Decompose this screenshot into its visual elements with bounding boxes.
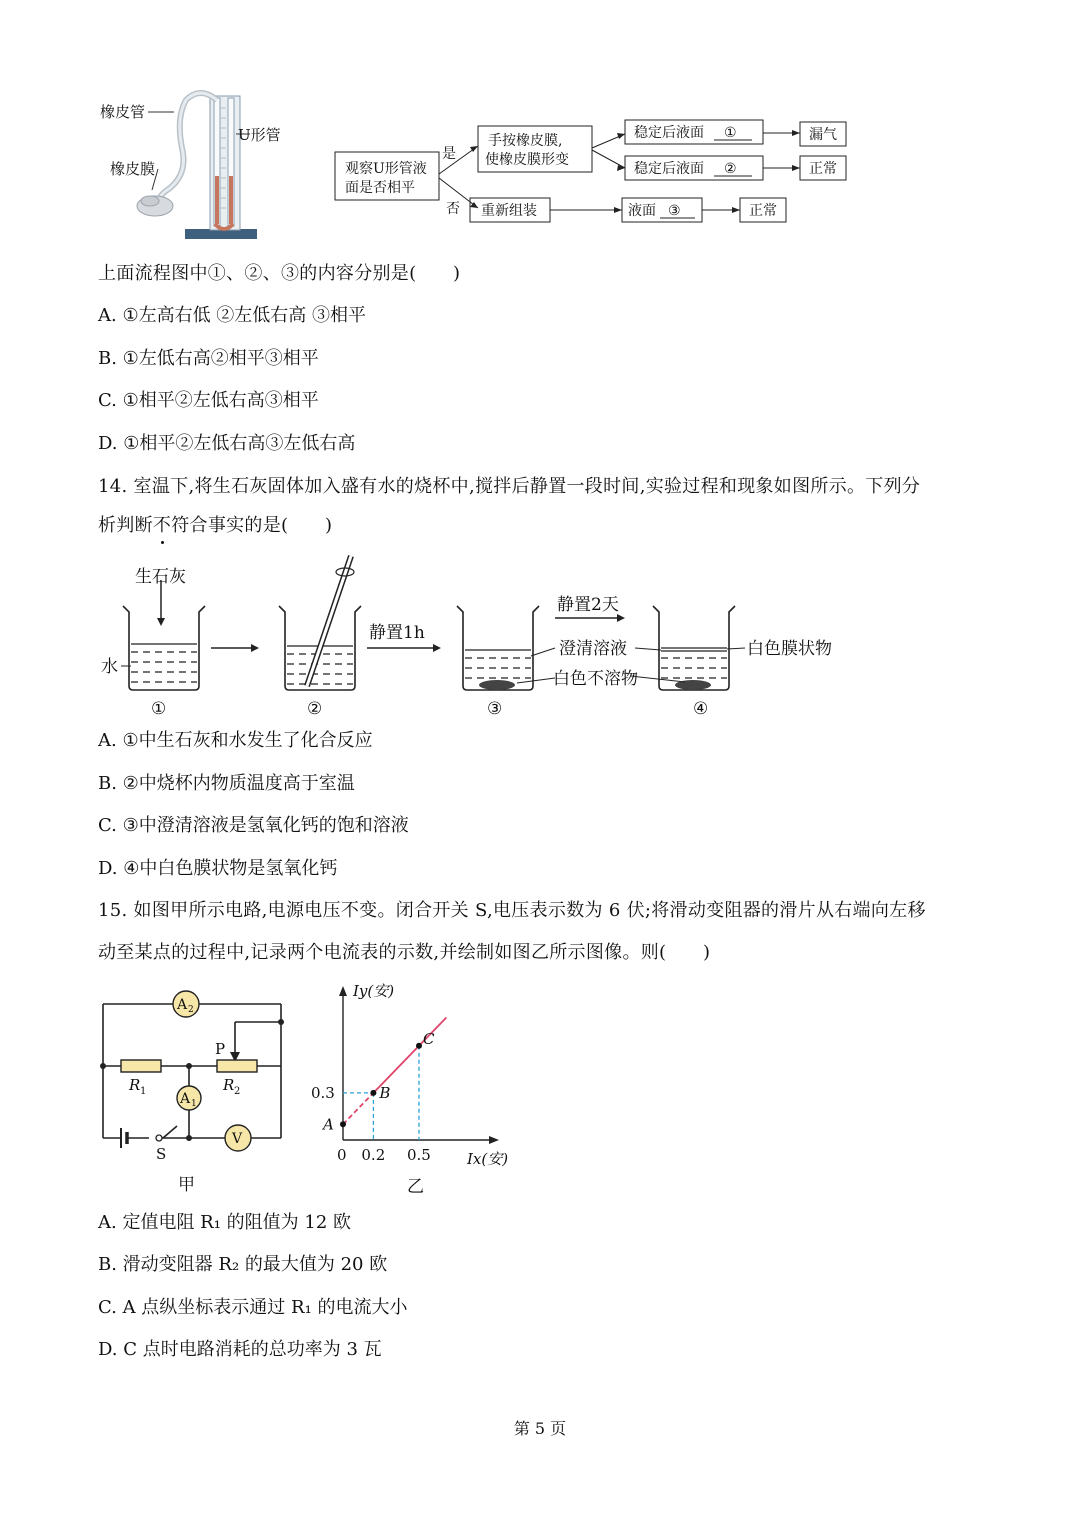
box-press-line1: 手按橡皮膜,: [488, 133, 563, 149]
q13-stem: 上面流程图中①、②、③的内容分别是( ): [98, 263, 461, 284]
label-rubber-tube: 橡皮管: [100, 103, 146, 121]
label-yes: 是: [442, 146, 456, 162]
y-tick-0.3: 0.3: [311, 1083, 335, 1102]
circuit-diagram: [95, 982, 305, 1198]
x-axis-label: Ix(安): [467, 1150, 509, 1168]
page-footer: 第 5 页: [513, 1419, 567, 1438]
q13-option-d: D. ①相平②左低右高③左低右高: [98, 433, 356, 454]
series-dashed-line: [343, 1093, 373, 1124]
point-a: [340, 1121, 346, 1127]
label-quicklime: 生石灰: [135, 567, 186, 587]
label-stand-1h: 静置1h: [369, 623, 425, 643]
q14-emphasis-not: 不: [152, 515, 172, 536]
graph-caption: 乙: [407, 1177, 424, 1197]
q13-option-b: B. ①左低右高②相平③相平: [98, 348, 319, 369]
sediment-3: [479, 680, 515, 690]
q15-option-b: B. 滑动变阻器 R₂ 的最大值为 20 欧: [98, 1254, 388, 1275]
box-level-text: 液面: [628, 203, 656, 219]
ammeter-a1-letter: A: [180, 1091, 191, 1107]
q14-stem-post: 符合事实的是( ): [171, 515, 333, 536]
q14-option-b: B. ②中烧杯内物质温度高于室温: [98, 773, 355, 794]
label-no: 否: [446, 201, 460, 217]
box-normal-1-text: 正常: [809, 161, 837, 177]
box-reassemble-text: 重新组装: [481, 203, 537, 219]
box-press-line2: 使橡皮膜形变: [485, 152, 569, 168]
q14-option-c: C. ③中澄清溶液是氢氧化钙的饱和溶液: [98, 815, 409, 836]
x-tick-0.5: 0.5: [407, 1146, 431, 1164]
series-solid-line: [373, 1018, 446, 1093]
label-water: 水: [101, 657, 118, 677]
beaker-number-4: ④: [693, 699, 709, 719]
point-c: [416, 1043, 422, 1049]
figure-13: [90, 88, 870, 248]
box-stable-1-text: 稳定后液面: [634, 125, 704, 141]
box-observe-line1: 观察U形管液: [345, 161, 427, 177]
switch-s-label: S: [156, 1145, 167, 1163]
beaker-number-2: ②: [307, 699, 323, 719]
switch-s-pivot: [156, 1135, 162, 1141]
ammeter-a2-sub: 2: [188, 1005, 194, 1015]
q13-option-c: C. ①相平②左低右高③相平: [98, 390, 319, 411]
blank-mark-1: ①: [724, 125, 737, 141]
box-normal-2-text: 正常: [749, 203, 777, 219]
point-label-a: A: [323, 1115, 334, 1134]
r1-sub: 1: [140, 1086, 147, 1097]
q14-stem-pre: 析判断: [98, 515, 153, 536]
beaker-number-1: ①: [151, 699, 167, 719]
plot-area: [311, 1018, 446, 1164]
y-axis-label: Iy(安): [353, 982, 395, 1000]
voltmeter-v-letter: V: [232, 1131, 243, 1147]
q14-option-d: D. ④中白色膜状物是氢氧化钙: [98, 858, 338, 879]
point-label-c: C: [423, 1029, 435, 1048]
box-stable-2-text: 稳定后液面: [634, 161, 704, 177]
q13-option-a: A. ①左高右低 ②左低右高 ③相平: [98, 305, 367, 326]
slider-p-label: P: [215, 1040, 226, 1058]
point-label-b: B: [379, 1083, 391, 1102]
q15-stem-line1: 15. 如图甲所示电路,电源电压不变。闭合开关 S,电压表示数为 6 伏;将滑动变阻器的滑片从右端向左移: [98, 900, 926, 921]
beaker-number-3: ③: [487, 699, 503, 719]
figure-14-beakers: [95, 548, 875, 720]
label-stand-2days: 静置2天: [557, 595, 619, 615]
y-axis-arrow: [339, 986, 347, 996]
x-tick-0: 0: [337, 1146, 347, 1164]
ammeter-a1-sub: 1: [191, 1099, 197, 1109]
label-u-tube: U形管: [238, 126, 281, 144]
resistor-r1: [121, 1060, 161, 1072]
r2-label: R: [223, 1076, 235, 1094]
q15-option-c: C. A 点纵坐标表示通过 R₁ 的电流大小: [98, 1297, 408, 1318]
q14-option-a: A. ①中生石灰和水发生了化合反应: [98, 730, 373, 751]
label-rubber-membrane: 橡皮膜: [110, 160, 156, 178]
r1-label: R: [129, 1076, 141, 1094]
x-tick-0.2: 0.2: [361, 1146, 386, 1164]
graph-iy-ix: [305, 978, 530, 1200]
ammeter-a2-letter: A: [177, 997, 188, 1013]
q15-stem-line2: 动至某点的过程中,记录两个电流表的示数,并绘制如图乙所示图像。则( ): [98, 942, 711, 963]
x-axis-arrow: [489, 1136, 499, 1144]
q15-option-a: A. 定值电阻 R₁ 的阻值为 12 欧: [98, 1212, 352, 1233]
blank-mark-2: ②: [724, 161, 737, 177]
blank-mark-3: ③: [668, 203, 681, 219]
label-white-insoluble: 白色不溶物: [553, 669, 638, 689]
label-white-film: 白色膜状物: [747, 639, 832, 659]
box-leak-text: 漏气: [809, 127, 837, 143]
q15-option-d: D. C 点时电路消耗的总功率为 3 瓦: [98, 1339, 382, 1360]
box-observe-line2: 面是否相平: [345, 180, 415, 196]
q14-stem-line2: [98, 514, 332, 538]
rheostat-r2: [217, 1060, 257, 1072]
circuit-caption: 甲: [178, 1175, 195, 1195]
r2-sub: 2: [234, 1086, 241, 1097]
label-clear-solution: 澄清溶液: [559, 639, 627, 659]
point-b: [370, 1090, 376, 1096]
q14-stem-line1: 14. 室温下,将生石灰固体加入盛有水的烧杯中,搅拌后静置一段时间,实验过程和现象如图所示。下列分: [98, 476, 921, 497]
